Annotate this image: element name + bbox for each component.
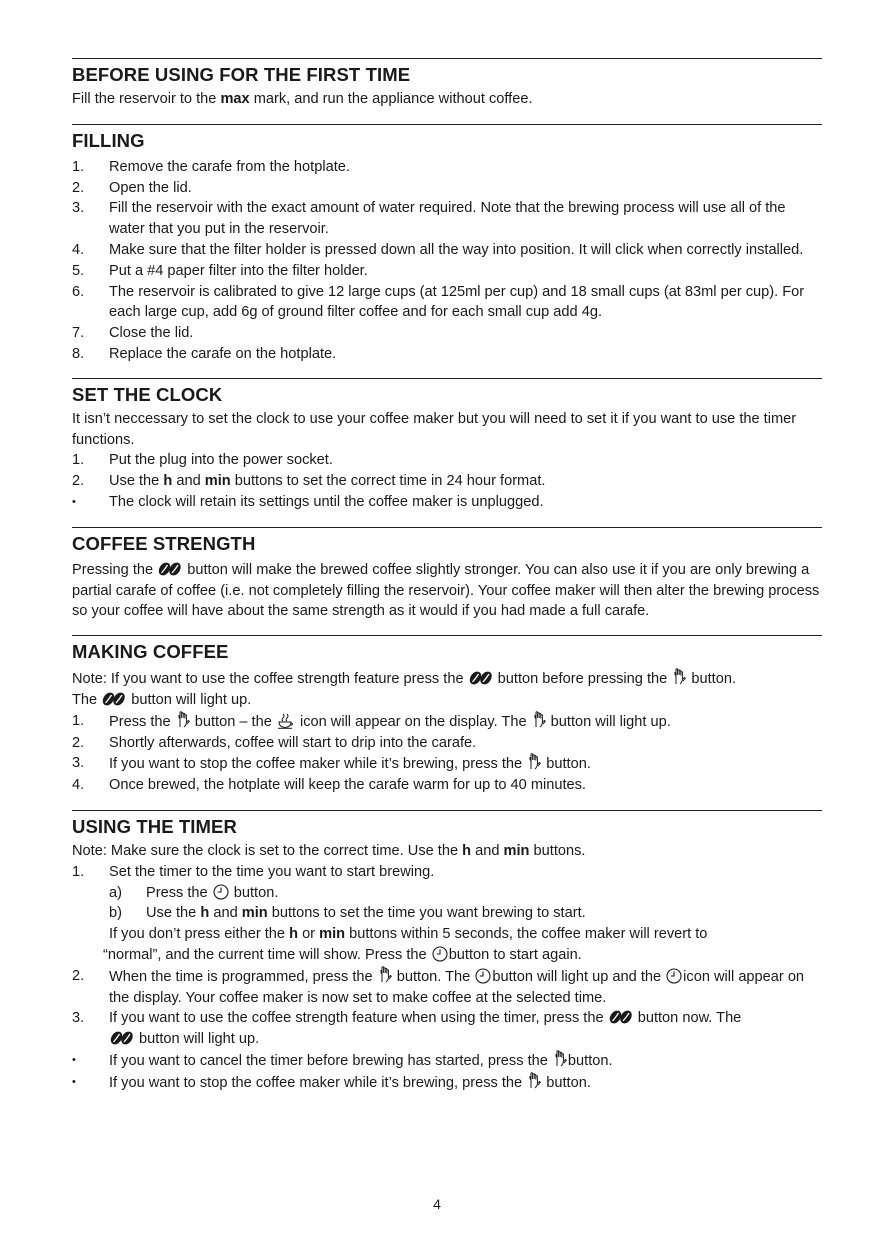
list-item: • If you want to cancel the timer before brewing has started, press the button. (72, 1050, 822, 1072)
list-item: 3. If you want to use the coffee strength feature when using the timer, press the button now. The button will light up. (72, 1010, 742, 1048)
section-title: MAKING COFFEE (72, 641, 229, 663)
section-title: BEFORE USING FOR THE FIRST TIME (72, 64, 411, 85)
strength-text: Pressing the button will make the brewed coffee slightly stronger. You can also use it if you are only brewing a partial carafe of coffee (i.e. not completely filling the reservoir). Your coffee maker will then alter the brewing process so your coffee will have about the same strength as it would if you had made a full carafe. (72, 561, 820, 620)
section-title: SET THE CLOCK (72, 383, 223, 405)
list-number: 1. (72, 158, 85, 175)
brew-hand-icon (378, 966, 392, 984)
manual-page (72, 58, 822, 1093)
brew-hand-icon (527, 753, 541, 771)
clock-intro: It isn’t neccessary to set the clock to use your coffee maker but you will need to set it if you want to use the timer functions. (72, 410, 797, 448)
first-time-text: Fill the reservoir to the max mark, and run the appliance without coffee. (72, 91, 533, 107)
list-item: 4. Once brewed, the hotplate will keep the carafe warm for up to 40 minutes. (72, 777, 586, 794)
list-text: The reservoir is calibrated to give 12 large cups (at 125ml per cup) and 18 small cups (at 83ml per cup). For each large cup, add 6g of ground filter coffee and for each small cup add 4g. (109, 283, 805, 321)
list-text: Fill the reservoir with the exact amount of water required. Note that the brewing process will use all of the water that you put in the reservoir. (109, 200, 786, 238)
brew-hand-icon (527, 1072, 541, 1090)
list-item (72, 157, 822, 178)
list-number: 5. (72, 262, 85, 279)
timer-followup-2: “normal”, and the current time will show. Press the button to start again. (103, 946, 582, 963)
list-text: Make sure that the filter holder is pressed down all the way into position. It will click when correctly installed. (109, 241, 804, 258)
clock-icon (666, 968, 682, 984)
timer-followup: If you don’t press either the h or min buttons within 5 seconds, the coffee maker will revert to (109, 926, 708, 943)
coffee-beans-icon (469, 670, 493, 686)
list-item: 3. If you want to stop the coffee maker while it’s brewing, press the button. (72, 755, 591, 773)
section-timer (72, 810, 822, 1094)
list-item: 1. Press the button – the icon will appear on the display. The button will light up. (72, 712, 671, 730)
brew-hand-icon (176, 711, 190, 729)
section-clock (72, 378, 822, 513)
list-text: Remove the carafe from the hotplate. (109, 158, 350, 175)
coffee-cup-icon (277, 713, 295, 729)
list-item (72, 198, 822, 240)
brew-hand-icon (532, 711, 546, 729)
list-item (72, 323, 822, 344)
list-item: 1. Put the plug into the power socket. (72, 452, 333, 469)
sub-list-item: b) Use the h and min buttons to set the time you want brewing to start. (109, 905, 586, 922)
list-number: 8. (72, 345, 85, 362)
filling-list (72, 153, 822, 365)
list-item: 2. Use the h and min buttons to set the correct time in 24 hour format. (72, 473, 546, 490)
list-text: Close the lid. (109, 325, 194, 342)
list-item: 2. Shortly afterwards, coffee will start to drip into the carafe. (72, 734, 477, 751)
list-item: 2. When the time is programmed, press the button. The button will light up and the icon will appear on the display. Your coffee maker is now set to make coffee at the selected time. (72, 967, 805, 1006)
list-number: 4. (72, 241, 85, 258)
list-text: Replace the carafe on the hotplate. (109, 345, 337, 362)
list-number: 2. (72, 179, 85, 196)
list-item (72, 240, 822, 261)
timer-note: Note: Make sure the clock is set to the correct time. Use the h and min buttons. (72, 842, 586, 859)
list-item: • The clock will retain its settings until the coffee maker is unplugged. (72, 493, 544, 510)
list-item (72, 282, 822, 324)
sub-list-item: a) Press the button. (109, 884, 279, 901)
clock-icon (475, 968, 491, 984)
section-filling (72, 124, 822, 365)
coffee-beans-icon (609, 1009, 633, 1025)
coffee-beans-icon (110, 1030, 134, 1046)
clock-icon (432, 946, 448, 962)
list-number: 7. (72, 325, 85, 342)
section-first-time (72, 58, 822, 110)
section-making (72, 635, 822, 796)
section-title: USING THE TIMER (72, 815, 237, 837)
clock-icon (213, 884, 229, 900)
page-number: 4 (433, 1196, 441, 1212)
coffee-beans-icon (102, 691, 126, 707)
making-note: Note: If you want to use the coffee strength feature press the button before pressing the button. The button will light up. (72, 668, 822, 711)
section-title: COFFEE STRENGTH (72, 532, 256, 554)
list-item (72, 178, 822, 199)
brew-hand-icon (553, 1050, 567, 1068)
list-item (72, 261, 822, 282)
section-title: FILLING (72, 129, 145, 151)
brew-hand-icon (672, 668, 686, 686)
list-number: 3. (72, 200, 85, 217)
list-text: Open the lid. (109, 179, 192, 196)
list-item (72, 344, 822, 365)
section-strength (72, 527, 822, 622)
coffee-beans-icon (158, 561, 182, 577)
list-number: 6. (72, 283, 85, 300)
list-item: 1. Set the timer to the time you want to start brewing. (72, 863, 435, 880)
list-text: Put a #4 paper filter into the filter holder. (109, 262, 368, 279)
list-item: • If you want to stop the coffee maker while it’s brewing, press the button. (72, 1072, 822, 1094)
